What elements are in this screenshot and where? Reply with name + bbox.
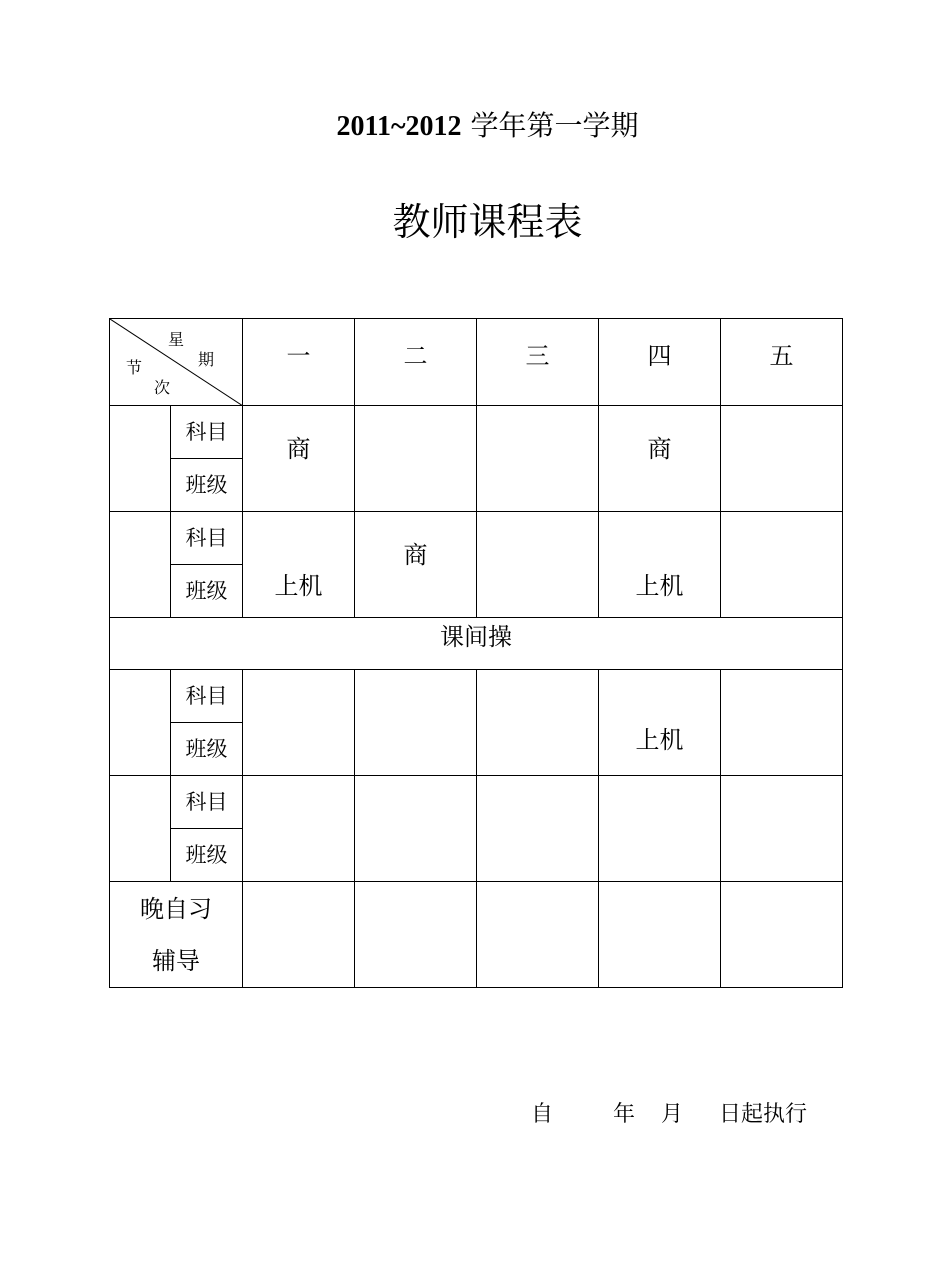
evening-label-line2: 辅导	[152, 946, 200, 975]
corner-section: 节	[126, 358, 143, 377]
cell-eve-wed	[477, 882, 599, 988]
class-label: 班级	[171, 565, 243, 618]
corner-period: 期	[198, 350, 215, 369]
period-4-label	[110, 776, 171, 882]
evening-row	[110, 882, 843, 988]
cell-eve-thu	[599, 882, 721, 988]
term-year: 2011~2012	[336, 111, 462, 142]
cell-eve-tue	[355, 882, 477, 988]
footer-month: 月	[661, 1102, 684, 1127]
cell-p4-mon	[243, 776, 355, 882]
cell-p1-tue	[355, 406, 477, 512]
class-label: 班级	[171, 829, 243, 882]
corner-order: 次	[154, 378, 171, 397]
cell-p4-wed	[477, 776, 599, 882]
evening-label	[110, 882, 243, 988]
cell-p3-tue	[355, 670, 477, 776]
subject-label: 科目	[171, 670, 243, 723]
period-1-label	[110, 406, 171, 512]
corner-star: 星	[168, 330, 185, 349]
day-header-tue: 二	[355, 319, 477, 406]
header-row	[110, 319, 843, 406]
cell-p2-tue: 商	[355, 512, 477, 618]
day-header-wed: 三	[477, 319, 599, 406]
cell-p4-fri	[721, 776, 843, 882]
footer-year: 年	[613, 1102, 636, 1127]
cell-eve-fri	[721, 882, 843, 988]
page-title: 教师课程表	[392, 200, 583, 244]
evening-label-line1: 晚自习	[140, 894, 212, 923]
subject-label: 科目	[171, 406, 243, 459]
class-label: 班级	[171, 723, 243, 776]
diagonal-header-cell	[110, 319, 243, 406]
cell-eve-mon	[243, 882, 355, 988]
break-label: 课间操	[110, 618, 843, 670]
period-2-label	[110, 512, 171, 618]
cell-p2-thu: 上机	[599, 512, 721, 618]
cell-p3-mon	[243, 670, 355, 776]
schedule-table	[109, 318, 843, 988]
cell-p1-wed	[477, 406, 599, 512]
cell-p4-tue	[355, 776, 477, 882]
cell-p2-mon: 上机	[243, 512, 355, 618]
period-4-subject-row	[110, 776, 843, 829]
period-3-subject-row	[110, 670, 843, 723]
class-label: 班级	[171, 459, 243, 512]
break-row	[110, 618, 843, 670]
term-title	[0, 106, 950, 147]
cell-p1-thu: 商	[599, 406, 721, 512]
cell-p2-wed	[477, 512, 599, 618]
cell-p1-fri	[721, 406, 843, 512]
cell-p3-wed	[477, 670, 599, 776]
cell-p1-mon: 商	[243, 406, 355, 512]
cell-p3-fri	[721, 670, 843, 776]
period-3-label	[110, 670, 171, 776]
term-text: 学年第一学期	[470, 109, 639, 142]
day-header-fri: 五	[721, 319, 843, 406]
day-header-thu: 四	[599, 319, 721, 406]
subject-label: 科目	[171, 776, 243, 829]
period-2-subject-row	[110, 512, 843, 565]
footer-from: 自	[531, 1102, 554, 1127]
cell-p4-thu	[599, 776, 721, 882]
cell-p2-fri	[721, 512, 843, 618]
day-header-mon: 一	[243, 319, 355, 406]
footer-day-exec: 日起执行	[719, 1102, 808, 1127]
period-1-subject-row	[110, 406, 843, 459]
cell-p3-thu: 上机	[599, 670, 721, 776]
subject-label: 科目	[171, 512, 243, 565]
